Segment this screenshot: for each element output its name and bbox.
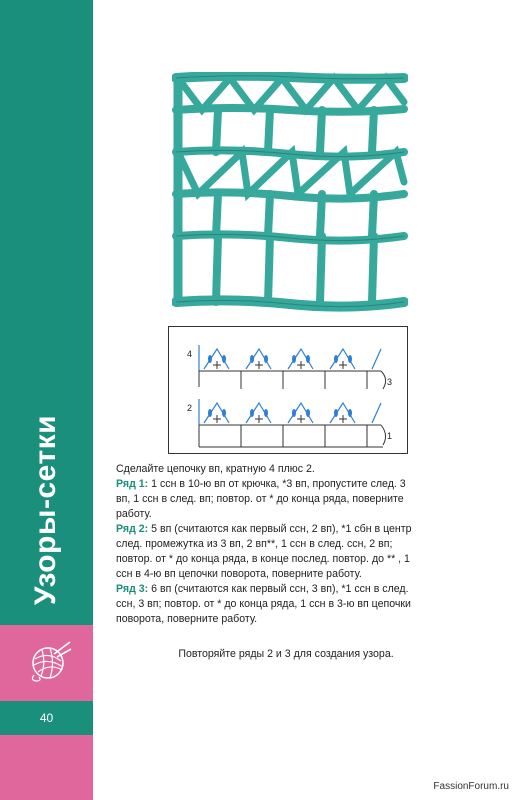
row-3-label: Ряд 3: [116,583,149,595]
row-2-label: Ряд 2: [116,523,149,535]
row-label: 2 [187,403,193,413]
repeat-note: Повторяйте ряды 2 и 3 для создания узора. [178,648,394,660]
yarn-ball-icon [28,639,72,683]
row-label: 1 [387,431,393,441]
row-3-instruction [116,582,422,627]
row-1-instruction [116,477,422,522]
row-3-text: 6 вп (считаются как первый ссн, 3 вп), *1 ссн в след. ссн, 3 вп; повтор. от * до конца ряда, 1 ссн в 3-ю вп цепочки поворота, поверните работу. [116,583,411,625]
chapter-title: Узоры-сетки [29,414,62,606]
row-2-text: 5 вп (считаются как первый ссн, 2 вп), *1 сбн в центр след. промежутка из 3 вп, 2 вп**, 1 ссн в след. ссн, 2 вп; повтор. от * до конца ряда, в конце послед. повтор. до ** , 1 ссн в 4-ю вп цепочки поворота, поверните работу. [116,523,412,580]
intro-text: Сделайте цепочку вп, кратную 4 плюс 2. [116,463,315,475]
pattern-instructions [116,462,422,627]
crochet-swatch-photo [172,72,408,312]
sidebar [0,0,93,800]
row-1-label: Ряд 1: [116,478,149,490]
row-label: 4 [187,349,193,359]
row-2-instruction [116,522,422,582]
row-1-text: 1 ссн в 10-ю вп от крючка, *3 вп, пропустите след. 3 вп, 1 ссн в след. вп; повтор. от * до конца ряда, поверните работу. [116,478,406,520]
crochet-chart [168,326,408,454]
page-number: 40 [39,711,54,725]
row-label: 3 [387,377,393,387]
watermark: FassionForum.ru [433,781,509,792]
